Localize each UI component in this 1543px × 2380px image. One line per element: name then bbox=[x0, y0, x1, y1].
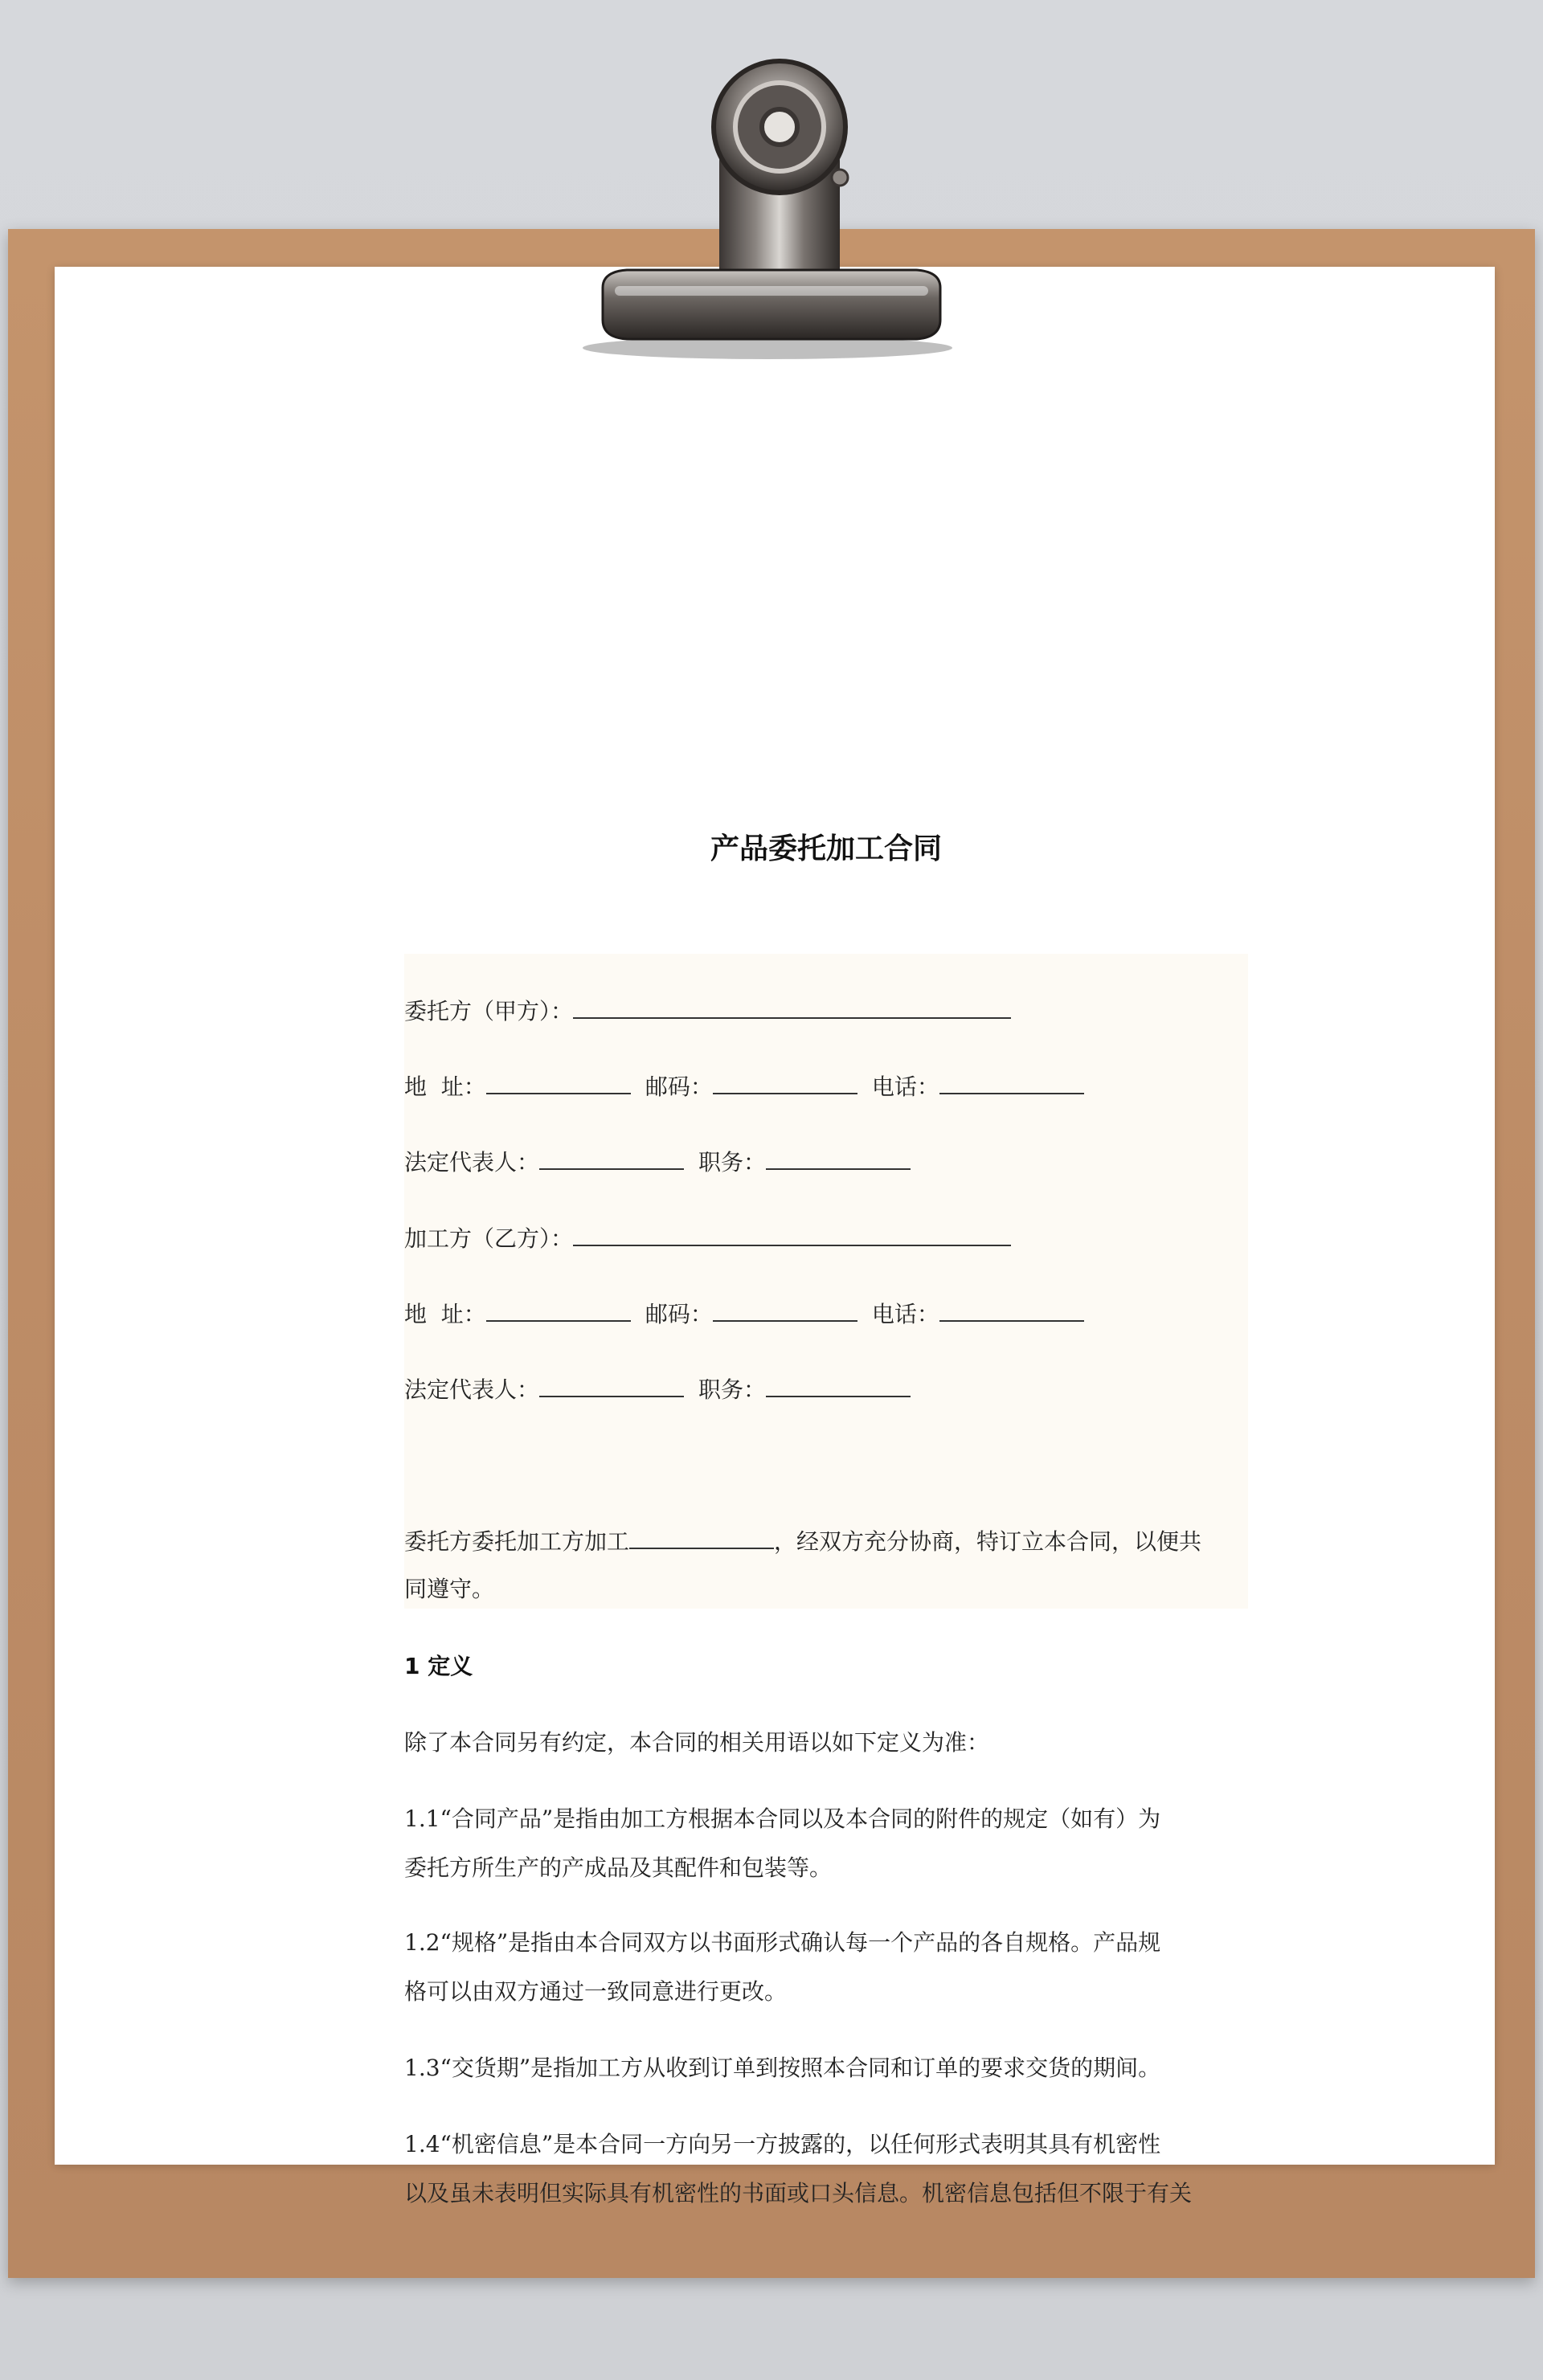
party-b-position-label: 职务： bbox=[698, 1376, 767, 1403]
party-b-postcode-label: 邮码： bbox=[645, 1301, 713, 1327]
party-a-phone-field[interactable] bbox=[939, 1073, 1084, 1094]
party-b-rep-row bbox=[404, 1372, 911, 1405]
party-a-address-field[interactable] bbox=[486, 1073, 631, 1094]
party-a-postcode-field[interactable] bbox=[713, 1073, 857, 1094]
party-a-postcode-label: 邮码： bbox=[645, 1073, 713, 1100]
binder-clip-icon bbox=[571, 47, 956, 360]
party-a-name-field[interactable] bbox=[573, 998, 1011, 1019]
party-a-rep-row bbox=[404, 1145, 911, 1177]
preamble-line-1 bbox=[404, 1524, 1201, 1556]
party-b-postcode-field[interactable] bbox=[713, 1301, 857, 1322]
party-a-rep-field[interactable] bbox=[539, 1149, 684, 1170]
section-1-heading: 1 定义 bbox=[404, 1653, 473, 1679]
preamble-start: 委托方委托加工方加工 bbox=[404, 1528, 630, 1555]
party-b-phone-field[interactable] bbox=[939, 1301, 1084, 1322]
party-b-rep-field[interactable] bbox=[539, 1376, 684, 1397]
party-b-row bbox=[404, 1221, 1011, 1253]
party-a-row bbox=[404, 994, 1011, 1026]
section-1-intro: 除了本合同另有约定，本合同的相关用语以如下定义为准： bbox=[404, 1729, 990, 1756]
party-info-block bbox=[404, 954, 1248, 1609]
party-b-contact-row bbox=[404, 1297, 1084, 1329]
clause-1-3-line-1: 1.3“交货期”是指加工方从收到订单到按照本合同和订单的要求交货的期间。 bbox=[404, 2055, 1161, 2081]
party-a-position-field[interactable] bbox=[766, 1149, 911, 1170]
party-b-address-label: 地 址： bbox=[404, 1301, 486, 1327]
clause-1-2-line-2: 格可以由双方通过一致同意进行更改。 bbox=[404, 1978, 788, 2005]
clause-1-1-line-1: 1.1“合同产品”是指由加工方根据本合同以及本合同的附件的规定（如有）为 bbox=[404, 1805, 1161, 1832]
contract-page bbox=[55, 267, 1495, 2206]
party-a-label: 委托方（甲方）： bbox=[404, 998, 574, 1024]
product-field[interactable] bbox=[629, 1528, 774, 1549]
party-b-phone-label: 电话： bbox=[871, 1301, 939, 1327]
clause-1-2-line-1: 1.2“规格”是指由本合同双方以书面形式确认每一个产品的各自规格。产品规 bbox=[404, 1929, 1161, 1956]
clip-jaw bbox=[603, 270, 940, 339]
preamble-line-2: 同遵守。 bbox=[404, 1576, 495, 1602]
clause-1-4-line-2: 以及虽未表明但实际具有机密性的书面或口头信息。机密信息包括但不限于有关 bbox=[404, 2180, 1193, 2206]
party-b-address-field[interactable] bbox=[486, 1301, 631, 1322]
party-b-label: 加工方（乙方）： bbox=[404, 1225, 574, 1252]
party-a-contact-row bbox=[404, 1069, 1084, 1102]
party-a-address-label: 地 址： bbox=[404, 1073, 486, 1100]
party-b-position-field[interactable] bbox=[766, 1376, 911, 1397]
party-a-phone-label: 电话： bbox=[871, 1073, 939, 1100]
clause-1-4-line-1: 1.4“机密信息”是本合同一方向另一方披露的，以任何形式表明其具有机密性 bbox=[404, 2131, 1161, 2157]
party-a-position-label: 职务： bbox=[698, 1149, 767, 1176]
party-a-rep-label: 法定代表人： bbox=[404, 1149, 540, 1176]
preamble-end: ，经双方充分协商，特订立本合同，以便共 bbox=[774, 1528, 1202, 1555]
party-b-name-field[interactable] bbox=[573, 1225, 1011, 1246]
contract-title: 产品委托加工合同 bbox=[710, 832, 942, 865]
party-b-rep-label: 法定代表人： bbox=[404, 1376, 540, 1403]
clause-1-1-line-2: 委托方所生产的产成品及其配件和包装等。 bbox=[404, 1855, 833, 1881]
